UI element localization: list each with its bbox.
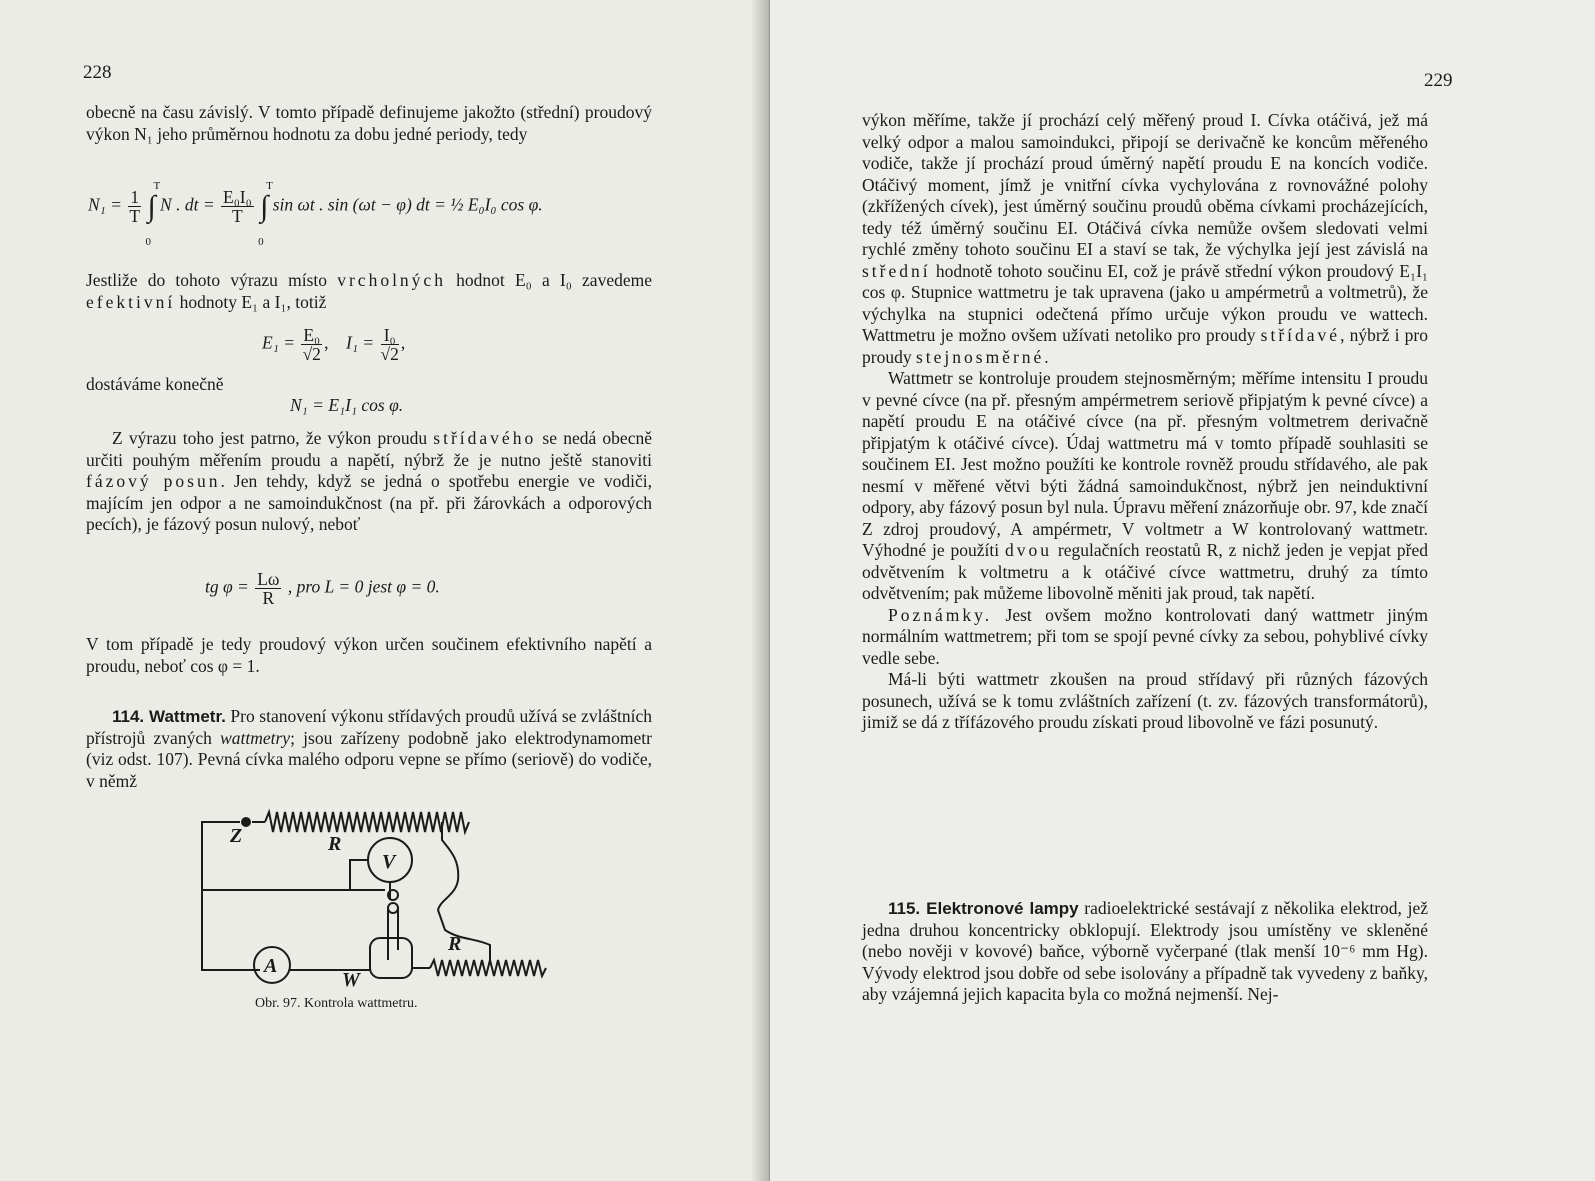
fraction: $\frac{L\omega}{R}$: [257, 569, 280, 608]
fraction: $\frac{\text{E₀I₀}}{T}$: [223, 187, 252, 226]
left-paragraph-1: obecně na času závislý. V tomto případě definujeme jakožto (střední) proudový výkon N₁ jeho průměrnou hodnotu za dobu jedné periody, tedy: [86, 102, 652, 144]
label-resistor-top: R: [328, 833, 342, 855]
source-terminal: [241, 817, 251, 827]
label-ammeter: A: [264, 955, 278, 977]
section-heading: 115. Elektronové lampy: [888, 899, 1079, 918]
equation-effective-values: E₁ = $\frac{\text{E₀}}{√2}$ , I₁ = $\frac{\text{I₀}}{√2}$ ,: [262, 325, 406, 364]
fraction: $\frac{\text{I₀}}{√2}$: [380, 325, 399, 364]
left-paragraph-5: V tom případě je tedy proudový výkon určen součinem efektivního napětí a proudu, neboť cos φ = 1.: [86, 634, 652, 676]
right-paragraph-1: výkon měříme, takže jí prochází celý měřený proud I. Cívka otáčivá, jež má velký odpor a malou samoindukci, připojí se derivačně ke koncům měřeného vodiče, takže jí prochází proud úměrný napětí proudu E na koncích vodiče. Otáčivý moment, jímž je vnitřní cívka vychylována z rovnovážné polohy (zkřížených cívek), jest úměrný součinu proudů oběma cívkami procházejících, tedy též úměrný součinu EI. Otáčivá cívka nemůže ovšem sledovati velmi rychlé změny tohoto součinu EI a staví se tak, že výchylka její jest závislá na střední hodnotě tohoto součinu EI, což je právě střední výkon proudový E₁I₁ cos φ. Stupnice wattmetru je tak upravena (jako u ampérmetrů a voltmetrů), že výchylka na stupnici odečtená přímo určuje výkon proudu ve wattech. Wattmetru je možno ovšem užívati netoliko pro proudy střídavé, nýbrž i pro proudy stejnosměrné. Wattmetr se kontroluje proudem stejnosměrným; měříme intensitu I proudu v pevné cívce (na př. přesným ampérmetrem seriově připjatým k pevné cívce) a napětí proudu E na otáčivé cívce (na př. přesným voltmetrem derivačně připjatým k otáčivé cívce). Údaj wattmetru má v tomto případě souhlasiti se součinem EI. Jest možno použíti ke kontrole rovněž proudu střídavého, ale pak nesmí v měřené větvi býti žádná samoindukčnost, nýbrž jen neinduktivní odpory, aby fázový posun byl nula. Úpravu měření znázorňuje obr. 97, kde značí Z zdroj proudový, A ampérmetr, V voltmetr a W kontrolovaný wattmetr. Výhodné je použíti dvou regulačních reostatů R, z nichž jeden je vepjat před odvětvením k voltmetru a k otáčivé cívce wattmetru, druhý za tímto odvětvením; pak můžeme libovolně měniti jak proud, tak napětí. Poznámky. Jest ovšem možno kontrolovati daný wattmetr jiným normálním wattmetrem; při tom se spojí pevné cívky za sebou, pohyblivé cívky vedle sebe. Má-li býti wattmetr zkoušen na proud střídavý při různých fázových posunech, užívá se k tomu zvláštních zařízení (t. zv. fázových transformátorů), jimiž se dá z třífázového proudu získati proud libovolně ve fázi posunutý.: [862, 110, 1428, 732]
right-page: [770, 0, 1595, 1181]
section-heading: 114. Wattmetr.: [112, 707, 226, 726]
figure-caption: Obr. 97. Kontrola wattmetru.: [255, 996, 418, 1011]
left-page: [0, 0, 770, 1181]
integral: ∫ T 0: [145, 179, 161, 248]
equation-phase: tg φ = $\frac{L\omega}{R}$ , pro L = 0 jest φ = 0.: [205, 569, 440, 608]
left-paragraph-4: Z výrazu toho jest patrno, že výkon proudu střídavého se nedá obecně určiti pouhým měřením proudu a napětí, nýbrž že je nutno ještě stanoviti fázový posun. Jen tehdy, když se jedná o spotřebu energie ve vodiči, majícím jen odpor a ne samoindukčnost (na př. při žárovkách a odporových pecích), je fázový posun nulový, neboť: [86, 428, 652, 534]
equation-power-result: N₁ = E₁I₁ cos φ.: [290, 395, 404, 415]
label-source-z: Z: [230, 825, 243, 847]
integral: ∫ T 0: [258, 179, 273, 248]
section-114: 114. Wattmetr. Pro stanovení výkonu střídavých proudů užívá se zvláštních přístrojů zvaných wattmetry; jsou zařízeny podobně jako elektrodynamometr (viz odst. 107). Pevná cívka malého odporu vepne se přímo (seriově) do vodiče, v němž: [86, 706, 652, 791]
label-voltmeter: V: [382, 851, 396, 873]
section-115: 115. Elektronové lampy radioelektrické sestávají z několika elektrod, jež jedna druhou koncentricky obklopují. Elektrody jsou umístěny ve skleněné (nebo nověji v kovové) baňce, výborně vyčerpané (tlak menší 10⁻⁶ mm Hg). Vývody elektrod jsou dobře od sebe isolovány a případně tak vyvedeny z baňky, aby vzájemná jejich kapacita byla co možná nejmenší. Nej-: [862, 898, 1428, 1004]
fraction: $\frac{\text{E₀}}{√2}$: [302, 325, 321, 364]
wattmeter-circuit-diagram: [190, 800, 560, 1000]
page-number-right: 229: [1424, 70, 1453, 91]
label-wattmeter: W: [342, 969, 360, 991]
equation-mean-power: N₁ = $\frac{1}{T}$ ∫ T 0 N . dt = $\frac{\text{E₀I₀}}{T}$ ∫ T 0 sin ωt . sin (ωt − φ) dt = ½ E₀I₀ cos φ.: [88, 179, 543, 248]
page-number-left: 228: [83, 62, 112, 83]
left-paragraph-3: dostáváme konečně: [86, 374, 224, 394]
fraction: $\frac{1}{T}$: [129, 187, 141, 226]
left-paragraph-2: Jestliže do tohoto výrazu místo vrcholných hodnot E₀ a I₀ zavedeme efektivní hodnoty E₁ a I₁, totiž: [86, 270, 652, 312]
label-resistor-right: R: [448, 933, 462, 955]
